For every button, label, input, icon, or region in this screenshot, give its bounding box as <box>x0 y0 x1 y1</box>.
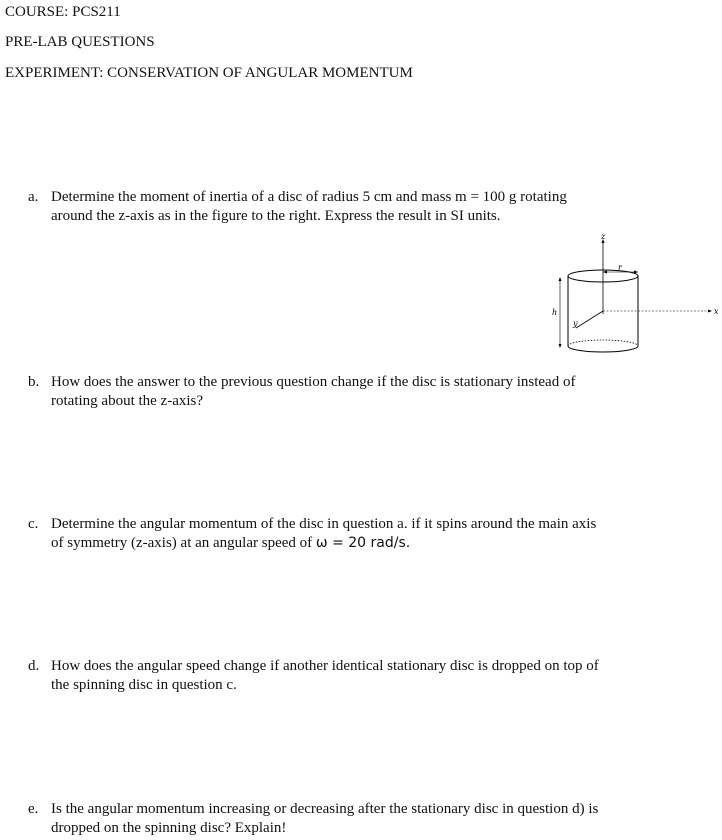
experiment-title: EXPERIMENT: CONSERVATION OF ANGULAR MOMENTUM <box>5 65 413 81</box>
question-line-2: the spinning disc in question c. <box>51 677 237 693</box>
question-letter: d. <box>28 658 40 674</box>
question-line-2-prefix: of symmetry (z-axis) at an angular speed of <box>51 535 313 551</box>
question-line-2: dropped on the spinning disc? Explain! <box>51 820 287 836</box>
question-line-1: Is the angular momentum increasing or decreasing after the stationary disc in question d) is <box>51 801 599 817</box>
cylinder-figure <box>552 232 722 362</box>
question-line-1: How does the answer to the previous question change if the disc is stationary instead of <box>51 374 576 390</box>
y-axis-label: y <box>573 319 578 328</box>
question-d <box>28 657 599 695</box>
question-letter: e. <box>28 801 39 817</box>
question-a <box>28 188 567 226</box>
question-letter: a. <box>28 189 39 205</box>
question-line-2 <box>51 534 596 553</box>
section-title: PRE-LAB QUESTIONS <box>5 34 155 50</box>
question-line-2: rotating about the z-axis? <box>51 393 204 409</box>
question-b <box>28 373 575 411</box>
question-line-1: Determine the moment of inertia of a disc of radius 5 cm and mass m = 100 g rotating <box>51 189 567 205</box>
x-axis-label: x <box>714 307 719 316</box>
question-line-2: around the z-axis as in the figure to the right. Express the result in SI units. <box>51 208 501 224</box>
question-line-1: How does the angular speed change if another identical stationary disc is dropped on top of <box>51 658 599 674</box>
question-letter: b. <box>28 374 40 390</box>
question-c <box>28 515 596 553</box>
height-label: h <box>552 308 558 317</box>
question-e <box>28 800 598 838</box>
angular-speed-value: ω = 20 rad/s. <box>315 535 411 551</box>
course-line: COURSE: PCS211 <box>5 4 121 20</box>
question-line-1: Determine the angular momentum of the disc in question a. if it spins around the main axis <box>51 516 597 532</box>
radius-label: r <box>618 263 622 272</box>
question-letter: c. <box>28 516 39 532</box>
z-axis-label: z <box>601 232 606 241</box>
